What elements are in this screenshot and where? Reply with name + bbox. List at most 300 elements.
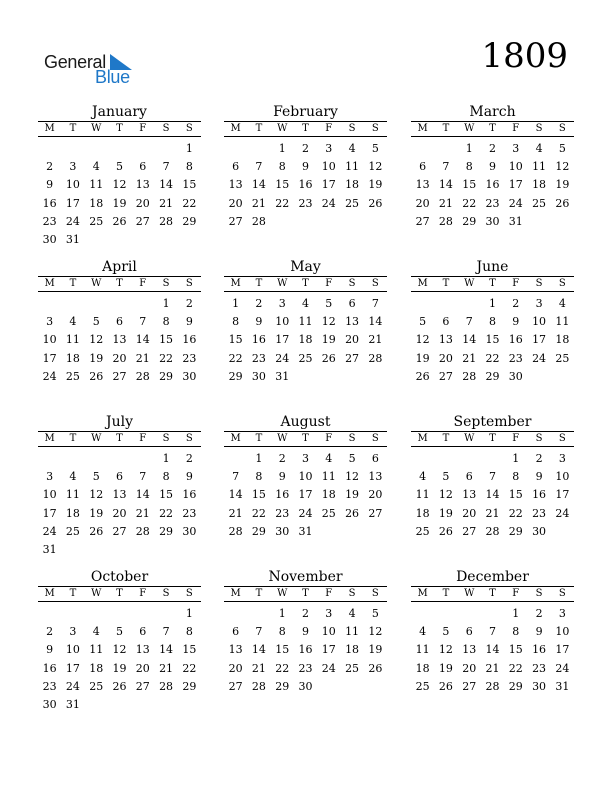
day-cell: 18: [415, 506, 430, 520]
day-cell: 15: [508, 488, 523, 502]
day-cell: 16: [532, 643, 547, 657]
day-cell: 18: [89, 196, 104, 210]
weekday-label: M: [230, 588, 241, 599]
day-cell: 23: [298, 196, 313, 210]
day-cell: 6: [232, 625, 240, 639]
day-cell: 20: [135, 196, 150, 210]
day-cell: 29: [159, 524, 174, 538]
day-cell: 23: [182, 506, 197, 520]
weekday-label: T: [116, 278, 123, 289]
day-cell: 7: [162, 160, 170, 174]
day-cell: 3: [46, 470, 54, 484]
day-cell: 4: [348, 607, 356, 620]
empty-day: [458, 295, 481, 313]
day-cell: 12: [112, 178, 127, 192]
weekday-label: W: [464, 123, 475, 134]
day-cell: 12: [368, 160, 383, 174]
day-cell: 20: [135, 661, 150, 675]
day-cell: 21: [462, 351, 477, 365]
day-cell: 30: [42, 232, 57, 246]
day-cell: 18: [65, 506, 80, 520]
day-cell: 10: [532, 315, 547, 329]
day-cell: 27: [112, 524, 127, 538]
weekday-label: F: [325, 123, 333, 134]
day-cell: 17: [321, 643, 336, 657]
empty-day: [108, 295, 131, 313]
weekday-label: S: [558, 433, 566, 444]
day-cell: 2: [301, 142, 309, 155]
day-cell: 5: [419, 315, 427, 329]
day-cell: 7: [232, 470, 240, 484]
weekday-label: S: [535, 278, 543, 289]
weekday-label: T: [116, 588, 123, 599]
weekday-label: S: [185, 433, 193, 444]
day-cell: 16: [532, 488, 547, 502]
empty-day: [131, 295, 154, 313]
empty-day: [131, 605, 154, 623]
weekday-label: S: [371, 588, 379, 599]
day-cell: 9: [535, 625, 543, 639]
weekday-label: S: [185, 588, 193, 599]
weekday-label: F: [139, 278, 147, 289]
day-cell: 4: [92, 625, 100, 639]
day-cell: 22: [275, 661, 290, 675]
weekday-label: T: [442, 588, 450, 599]
day-cell: 16: [485, 178, 500, 192]
day-cell: 12: [415, 333, 430, 347]
day-cell: 8: [185, 625, 193, 639]
month-april: [38, 259, 201, 386]
day-cell: 21: [159, 661, 174, 675]
day-cell: 10: [275, 315, 290, 329]
weekday-label: S: [371, 123, 379, 134]
empty-day: [481, 605, 504, 623]
day-cell: 30: [485, 214, 500, 228]
day-cell: 9: [301, 160, 309, 174]
day-cell: 25: [89, 679, 104, 693]
day-grid: [224, 140, 387, 231]
empty-day: [131, 140, 154, 158]
day-cell: 23: [532, 661, 547, 675]
day-cell: 11: [89, 643, 104, 657]
weekday-label: T: [302, 433, 309, 444]
day-cell: 28: [228, 524, 243, 538]
empty-day: [38, 140, 61, 158]
day-cell: 17: [555, 488, 570, 502]
weekday-header: [411, 431, 574, 447]
day-cell: 23: [508, 351, 523, 365]
empty-day: [61, 295, 84, 313]
day-cell: 11: [321, 470, 336, 484]
day-cell: 18: [298, 333, 313, 347]
day-cell: 26: [415, 369, 430, 383]
day-cell: 1: [278, 607, 286, 620]
day-cell: 30: [532, 679, 547, 693]
month-title: July: [105, 414, 133, 430]
month-title: December: [456, 569, 529, 585]
weekday-header: [38, 586, 201, 602]
day-cell: 15: [251, 488, 266, 502]
day-cell: 28: [438, 214, 453, 228]
day-cell: 4: [325, 452, 333, 465]
day-cell: 2: [46, 625, 54, 639]
day-cell: 5: [92, 470, 100, 484]
day-grid: [38, 295, 201, 386]
day-cell: 6: [371, 452, 379, 465]
day-cell: 12: [89, 333, 104, 347]
day-cell: 30: [182, 524, 197, 538]
day-cell: 9: [488, 160, 496, 174]
day-cell: 2: [535, 452, 543, 465]
weekday-label: S: [371, 433, 379, 444]
weekday-label: F: [139, 588, 147, 599]
weekday-label: W: [91, 123, 102, 134]
logo-word-general: General: [44, 52, 106, 72]
empty-day: [85, 140, 108, 158]
day-cell: 14: [485, 488, 500, 502]
day-cell: 24: [321, 661, 336, 675]
day-cell: 23: [251, 351, 266, 365]
day-cell: 9: [46, 643, 54, 657]
day-cell: 11: [345, 625, 360, 639]
day-cell: 22: [275, 196, 290, 210]
day-cell: 9: [255, 315, 263, 329]
month-title: January: [92, 104, 147, 120]
day-cell: 1: [162, 452, 170, 465]
weekday-label: T: [489, 278, 496, 289]
day-cell: 29: [251, 524, 266, 538]
weekday-label: T: [489, 588, 496, 599]
day-cell: 26: [368, 196, 383, 210]
day-cell: 25: [321, 506, 336, 520]
day-cell: 19: [112, 661, 127, 675]
weekday-label: T: [442, 123, 450, 134]
day-cell: 16: [251, 333, 266, 347]
day-cell: 2: [278, 452, 286, 465]
day-cell: 20: [415, 196, 430, 210]
day-cell: 3: [535, 297, 543, 310]
day-cell: 15: [275, 643, 290, 657]
day-cell: 27: [112, 369, 127, 383]
day-cell: 7: [139, 470, 147, 484]
day-cell: 3: [512, 142, 520, 155]
weekday-label: S: [535, 433, 543, 444]
day-cell: 17: [532, 333, 547, 347]
day-cell: 9: [535, 470, 543, 484]
day-cell: 21: [135, 351, 150, 365]
day-cell: 7: [139, 315, 147, 329]
day-cell: 11: [65, 333, 80, 347]
weekday-label: F: [139, 433, 147, 444]
day-cell: 19: [415, 351, 430, 365]
day-cell: 3: [301, 452, 309, 465]
day-cell: 29: [508, 679, 523, 693]
day-cell: 2: [535, 607, 543, 620]
day-cell: 15: [228, 333, 243, 347]
weekday-label: W: [91, 278, 102, 289]
day-cell: 13: [228, 178, 243, 192]
day-cell: 17: [275, 333, 290, 347]
weekday-label: S: [535, 588, 543, 599]
day-cell: 23: [532, 506, 547, 520]
day-cell: 21: [485, 661, 500, 675]
day-cell: 2: [255, 297, 263, 310]
day-cell: 13: [112, 488, 127, 502]
day-cell: 31: [42, 542, 57, 556]
weekday-label: T: [489, 123, 496, 134]
empty-day: [411, 450, 434, 468]
day-cell: 14: [438, 178, 453, 192]
weekday-label: T: [69, 123, 77, 134]
day-grid: [38, 140, 201, 249]
weekday-label: M: [44, 588, 55, 599]
day-grid: [224, 295, 387, 386]
weekday-label: T: [302, 278, 309, 289]
day-cell: 30: [275, 524, 290, 538]
day-cell: 13: [112, 333, 127, 347]
day-cell: 10: [42, 333, 57, 347]
day-grid: [411, 605, 574, 696]
day-cell: 13: [462, 488, 477, 502]
day-cell: 7: [162, 625, 170, 639]
day-cell: 9: [512, 315, 520, 329]
day-cell: 10: [42, 488, 57, 502]
day-cell: 12: [368, 625, 383, 639]
weekday-label: M: [230, 433, 241, 444]
day-cell: 9: [185, 470, 193, 484]
month-title: June: [476, 259, 509, 275]
day-cell: 18: [345, 643, 360, 657]
weekday-label: S: [535, 123, 543, 134]
day-cell: 27: [228, 214, 243, 228]
day-cell: 8: [512, 470, 520, 484]
weekday-label: S: [558, 588, 566, 599]
day-cell: 14: [462, 333, 477, 347]
day-cell: 22: [182, 196, 197, 210]
day-cell: 13: [438, 333, 453, 347]
day-cell: 14: [368, 315, 383, 329]
weekday-label: S: [162, 588, 170, 599]
day-cell: 31: [555, 679, 570, 693]
day-cell: 30: [182, 369, 197, 383]
day-cell: 6: [465, 625, 473, 639]
month-march: [411, 104, 574, 231]
day-cell: 20: [462, 661, 477, 675]
day-cell: 18: [555, 333, 570, 347]
day-cell: 11: [298, 315, 313, 329]
empty-day: [224, 140, 247, 158]
day-cell: 20: [368, 488, 383, 502]
day-cell: 25: [415, 679, 430, 693]
day-cell: 14: [251, 178, 266, 192]
weekday-header: [224, 431, 387, 447]
day-cell: 12: [321, 315, 336, 329]
day-cell: 22: [228, 351, 243, 365]
weekday-label: F: [512, 123, 520, 134]
day-cell: 14: [485, 643, 500, 657]
day-cell: 14: [228, 488, 243, 502]
day-cell: 31: [65, 232, 80, 246]
month-february: [224, 104, 387, 231]
day-cell: 21: [228, 506, 243, 520]
day-cell: 11: [555, 315, 570, 329]
day-cell: 23: [298, 661, 313, 675]
day-cell: 18: [532, 178, 547, 192]
day-cell: 6: [419, 160, 427, 174]
day-cell: 7: [371, 297, 379, 310]
weekday-label: T: [69, 588, 77, 599]
weekday-label: M: [230, 278, 241, 289]
day-cell: 24: [275, 351, 290, 365]
weekday-label: S: [348, 433, 356, 444]
day-cell: 21: [368, 333, 383, 347]
day-cell: 17: [555, 643, 570, 657]
day-cell: 16: [182, 488, 197, 502]
day-cell: 11: [345, 160, 360, 174]
weekday-header: [38, 121, 201, 137]
day-cell: 26: [321, 351, 336, 365]
day-cell: 1: [512, 607, 520, 620]
weekday-label: W: [91, 433, 102, 444]
day-grid: [411, 140, 574, 231]
day-cell: 24: [532, 351, 547, 365]
day-cell: 18: [89, 661, 104, 675]
day-cell: 8: [232, 315, 240, 329]
day-cell: 13: [135, 178, 150, 192]
day-cell: 3: [69, 160, 77, 174]
weekday-label: M: [44, 278, 55, 289]
day-cell: 30: [251, 369, 266, 383]
weekday-header: [38, 276, 201, 292]
weekday-header: [224, 121, 387, 137]
day-cell: 18: [415, 661, 430, 675]
day-cell: 12: [345, 470, 360, 484]
day-cell: 16: [298, 178, 313, 192]
day-cell: 25: [415, 524, 430, 538]
day-cell: 13: [135, 643, 150, 657]
day-cell: 4: [92, 160, 100, 174]
day-cell: 16: [42, 196, 57, 210]
day-grid: [38, 450, 201, 559]
logo-word-blue: Blue: [95, 67, 130, 87]
day-cell: 16: [42, 661, 57, 675]
empty-day: [434, 605, 457, 623]
month-title: April: [102, 259, 137, 275]
day-cell: 16: [508, 333, 523, 347]
empty-day: [154, 605, 177, 623]
months-grid: [38, 104, 574, 724]
day-cell: 27: [415, 214, 430, 228]
day-cell: 6: [139, 160, 147, 174]
day-cell: 3: [278, 297, 286, 310]
empty-day: [131, 450, 154, 468]
empty-day: [154, 140, 177, 158]
day-cell: 19: [368, 643, 383, 657]
day-cell: 31: [508, 214, 523, 228]
weekday-label: M: [44, 123, 55, 134]
month-september: [411, 414, 574, 541]
day-cell: 15: [182, 178, 197, 192]
month-title: October: [90, 569, 149, 585]
day-cell: 29: [485, 369, 500, 383]
day-cell: 3: [325, 607, 333, 620]
day-cell: 12: [438, 488, 453, 502]
weekday-label: T: [489, 433, 496, 444]
day-cell: 24: [555, 506, 570, 520]
day-grid: [224, 450, 387, 541]
day-cell: 14: [159, 643, 174, 657]
day-cell: 21: [159, 196, 174, 210]
day-cell: 24: [555, 661, 570, 675]
empty-day: [108, 140, 131, 158]
weekday-label: W: [277, 123, 288, 134]
day-cell: 31: [298, 524, 313, 538]
day-cell: 17: [508, 178, 523, 192]
day-cell: 21: [251, 196, 266, 210]
day-cell: 30: [42, 697, 57, 711]
day-cell: 22: [159, 351, 174, 365]
day-cell: 20: [112, 351, 127, 365]
day-cell: 23: [42, 679, 57, 693]
day-cell: 28: [251, 679, 266, 693]
day-cell: 6: [442, 315, 450, 329]
day-cell: 27: [345, 351, 360, 365]
day-cell: 8: [278, 625, 286, 639]
day-cell: 29: [275, 679, 290, 693]
day-cell: 7: [488, 470, 496, 484]
weekday-label: T: [255, 123, 263, 134]
day-cell: 1: [185, 607, 193, 620]
day-cell: 25: [65, 369, 80, 383]
weekday-label: T: [442, 433, 450, 444]
day-cell: 24: [65, 214, 80, 228]
day-cell: 4: [419, 625, 427, 639]
day-cell: 3: [558, 452, 566, 465]
day-cell: 13: [228, 643, 243, 657]
day-cell: 12: [112, 643, 127, 657]
empty-day: [247, 140, 270, 158]
day-cell: 22: [508, 661, 523, 675]
day-cell: 28: [462, 369, 477, 383]
month-august: [224, 414, 387, 541]
weekday-header: [411, 121, 574, 137]
day-cell: 20: [228, 661, 243, 675]
day-cell: 19: [89, 351, 104, 365]
day-cell: 28: [251, 214, 266, 228]
day-cell: 8: [162, 315, 170, 329]
day-cell: 10: [508, 160, 523, 174]
day-grid: [411, 450, 574, 541]
day-cell: 14: [159, 178, 174, 192]
day-cell: 15: [159, 333, 174, 347]
day-cell: 2: [512, 297, 520, 310]
weekday-label: W: [464, 433, 475, 444]
day-cell: 7: [255, 160, 263, 174]
weekday-label: T: [69, 433, 77, 444]
day-cell: 15: [159, 488, 174, 502]
day-cell: 24: [321, 196, 336, 210]
day-cell: 30: [298, 679, 313, 693]
day-cell: 6: [115, 315, 123, 329]
day-cell: 31: [275, 369, 290, 383]
day-cell: 21: [485, 506, 500, 520]
weekday-label: W: [464, 278, 475, 289]
day-cell: 21: [135, 506, 150, 520]
day-cell: 6: [139, 625, 147, 639]
weekday-label: T: [69, 278, 77, 289]
day-cell: 8: [162, 470, 170, 484]
day-cell: 4: [69, 315, 77, 329]
